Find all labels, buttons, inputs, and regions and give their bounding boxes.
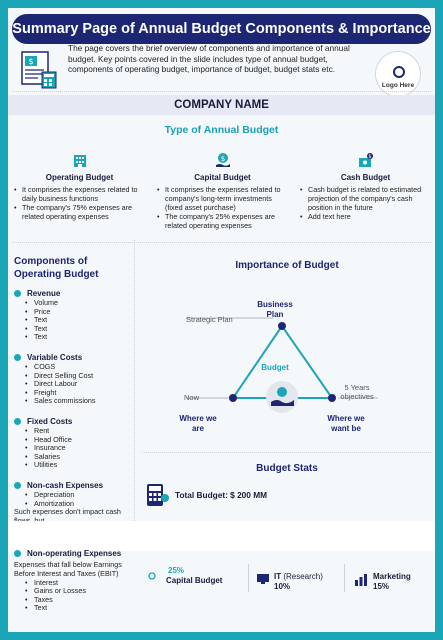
- diagram-center-label: Budget: [261, 363, 289, 372]
- list-item: • Depreciation: [24, 491, 130, 500]
- list-item: • Text: [24, 325, 130, 334]
- group-heading: Non-operating Expenses: [27, 549, 122, 558]
- building-icon: [72, 152, 88, 168]
- list-item: • Head Office: [24, 436, 130, 445]
- type-heading: Operating Budget: [45, 173, 114, 182]
- divider: [12, 242, 431, 243]
- component-group-revenue: [14, 288, 130, 342]
- diagram-top-label: Business Plan: [257, 300, 293, 319]
- list-item: • Direct Labour: [24, 380, 130, 389]
- list-item: • It comprises the expenses related to company's long-term investments (fixed asset purchase): [155, 185, 290, 212]
- component-group-noncash: [14, 480, 130, 526]
- divider: [142, 452, 431, 453]
- type-heading: Cash Budget: [340, 173, 391, 182]
- components-title: Components of Operating Budget: [14, 256, 99, 280]
- years-label: 5 Years objectives: [340, 383, 374, 401]
- money-bag-hand-icon: [215, 152, 231, 168]
- calculator-icon: [144, 482, 170, 508]
- it-pct: 10%: [274, 582, 291, 591]
- total-budget-text: Total Budget: $ 200 MM: [175, 490, 268, 500]
- list-item: • The company's 25% expenses are related operating expenses: [155, 212, 290, 230]
- ring-icon: [148, 572, 156, 580]
- it-stat: [274, 572, 323, 581]
- list-item: • Amortization: [24, 500, 130, 509]
- company-name: COMPANY NAME: [8, 95, 435, 115]
- strategic-plan-label: Strategic Plan: [186, 315, 233, 324]
- document-money-icon: [20, 48, 60, 90]
- type-column-capital: [155, 152, 290, 230]
- list-item: • Volume: [24, 299, 130, 308]
- group-heading: Non-cash Expenses: [27, 481, 104, 490]
- stats-title: Budget Stats: [256, 463, 318, 474]
- node-top: [278, 322, 286, 330]
- monitor-icon: [256, 573, 270, 585]
- logo-mark-icon: [393, 66, 405, 78]
- node-right: [328, 394, 336, 402]
- now-label: Now: [184, 393, 200, 402]
- capital-pct: 25%: [168, 566, 185, 575]
- list-item: • Text: [24, 316, 130, 325]
- list-item: • Sales commissions: [24, 397, 130, 406]
- svg-text:$: $: [367, 154, 372, 160]
- list-item: • Rent: [24, 427, 130, 436]
- marketing-label: Marketing: [373, 572, 411, 581]
- capital-label: Capital Budget: [166, 576, 223, 585]
- bullet-dot-icon: [14, 354, 21, 361]
- type-column-operating: [12, 152, 147, 221]
- list-item: • COGS: [24, 363, 130, 372]
- list-item: • Insurance: [24, 444, 130, 453]
- svg-text:$: $: [28, 57, 34, 66]
- component-group-nonoperating: [14, 548, 130, 613]
- list-item: • Taxes: [24, 596, 130, 605]
- list-item: • Cash budget is related to estimated projection of the company's cash position in the future: [298, 185, 433, 212]
- list-item: • Direct Selling Cost: [24, 372, 130, 381]
- list-item: • It comprises the expenses related to daily business functions: [12, 185, 147, 203]
- stat-divider: [248, 564, 249, 592]
- marketing-pct: 15%: [373, 582, 390, 591]
- bullet-dot-icon: [14, 550, 21, 557]
- bullet-dot-icon: [14, 482, 21, 489]
- bullet-dot-icon: [14, 418, 21, 425]
- list-item: • Salaries: [24, 453, 130, 462]
- stat-divider: [344, 564, 345, 592]
- diagram-right-label: Where we want be: [327, 414, 365, 433]
- bar-chart-icon: [354, 574, 368, 586]
- group-heading: Variable Costs: [27, 353, 83, 362]
- list-item: • Text: [24, 604, 130, 613]
- svg-text:$: $: [220, 155, 225, 163]
- component-group-fixed: [14, 416, 130, 470]
- component-group-variable: [14, 352, 130, 406]
- bullet-dot-icon: [14, 290, 21, 297]
- list-item: • Interest: [24, 579, 130, 588]
- logo-text: Logo Here: [381, 82, 415, 89]
- list-item: • Freight: [24, 389, 130, 398]
- importance-title: Importance of Budget: [235, 260, 339, 271]
- list-item: • Add text here: [298, 212, 433, 221]
- group-heading: Revenue: [27, 289, 61, 298]
- cash-icon: [358, 152, 374, 168]
- total-budget: [144, 482, 267, 508]
- list-item: • Price: [24, 308, 130, 317]
- type-column-cash: [298, 152, 433, 221]
- group-heading: Fixed Costs: [27, 417, 73, 426]
- list-item: • Utilities: [24, 461, 130, 470]
- list-item: • The company's 75% expenses are related operating expenses: [12, 203, 147, 221]
- list-item: • Text: [24, 333, 130, 342]
- type-section-title: Type of Annual Budget: [164, 124, 279, 136]
- page-title: Summary Page of Annual Budget Components & Importance: [12, 14, 431, 44]
- group-note: Such expenses don't impact cash: [14, 507, 121, 517]
- page: [8, 8, 435, 632]
- it-label: IT: [274, 572, 282, 581]
- list-item: • Gains or Losses: [24, 587, 130, 596]
- it-sub: (Research): [283, 572, 323, 581]
- node-left: [229, 394, 237, 402]
- divider: [12, 91, 431, 92]
- intro-text: The page covers the brief overview of components and importance of annual budget. Key points covered in the slide includes type of annual budget, components of operating budget, importance of budget, budget stats etc.: [68, 43, 350, 74]
- group-note: Expenses that fall below Earnings Before Interest and Taxes (EBIT): [14, 560, 122, 578]
- type-heading: Capital Budget: [194, 173, 251, 182]
- diagram-left-label: Where we are: [179, 414, 217, 433]
- vertical-divider: [134, 240, 135, 525]
- white-band: [8, 521, 435, 551]
